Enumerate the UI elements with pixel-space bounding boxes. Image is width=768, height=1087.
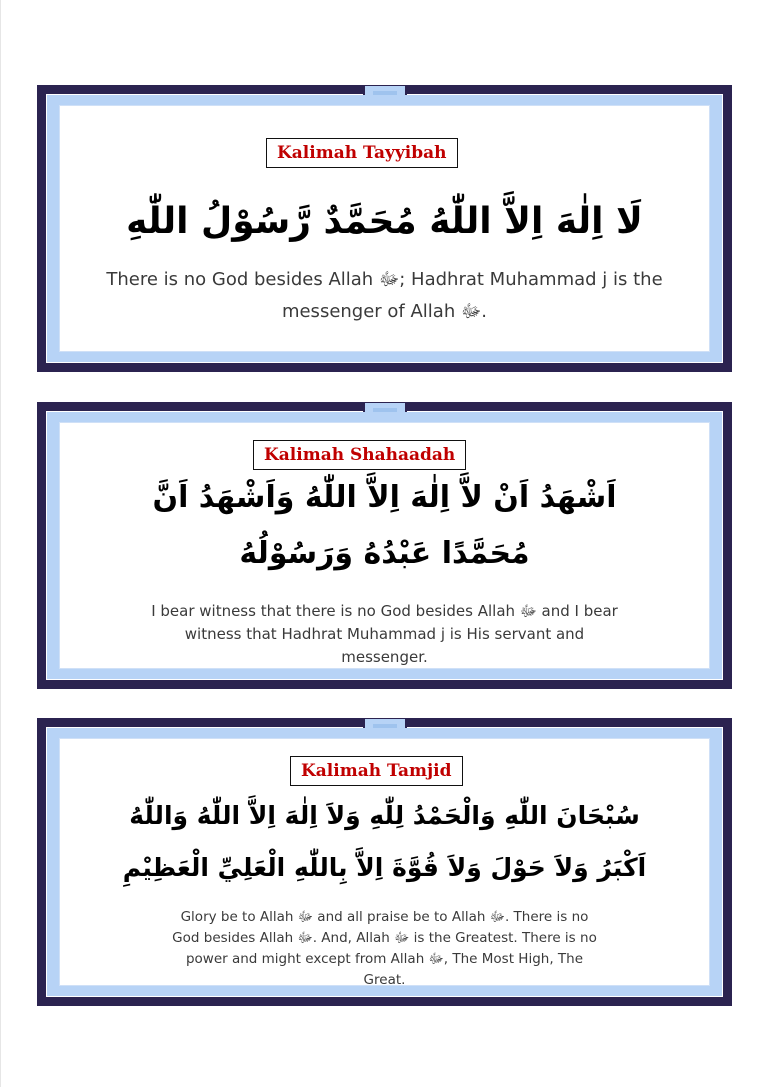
kalimah-card-2 <box>37 402 732 689</box>
arabic-text-line: مُحَمَّدًا عَبْدُهُ وَرَسُوْلُهُ <box>239 536 530 571</box>
card-top-tab <box>363 403 407 412</box>
card-content <box>59 422 710 669</box>
translation-line: God besides Allah ﷻ. And, Allah ﷻ is the Greatest. There is no <box>172 930 597 946</box>
arabic-text-line: اَكْبَرُ وَلاَ حَوْلَ وَلاَ قُوَّةَ اِلاَّ بِاللّٰهِ الْعَلِيِّ الْعَظِيْمِ <box>122 853 647 882</box>
card-title: Kalimah Shahaadah <box>253 440 466 470</box>
card-content <box>59 738 710 986</box>
translation-line: There is no God besides Allah ﷻ; Hadhrat Muhammad j is the <box>106 269 663 290</box>
card-content <box>59 105 710 352</box>
card-frame <box>46 727 723 997</box>
arabic-text-line: اَشْهَدُ اَنْ لاَّ اِلٰهَ اِلاَّ اللّٰهُ وَاَشْهَدُ اَنَّ <box>152 480 617 515</box>
translation-text <box>60 600 709 669</box>
translation-text <box>60 264 709 328</box>
kalimah-card-3 <box>37 718 732 1006</box>
translation-text <box>60 907 709 991</box>
translation-line: messenger of Allah ﷻ. <box>281 301 488 322</box>
translation-line: I bear witness that there is no God besides Allah ﷻ and I bear <box>151 602 618 620</box>
arabic-text-line: لَا اِلٰهَ اِلاَّ اللّٰهُ مُحَمَّدٌ رَّسُوْلُ اللّٰهِ <box>126 201 643 242</box>
kalimah-card-1 <box>37 85 732 372</box>
arabic-text-line: سُبْحَانَ اللّٰهِ وَالْحَمْدُ لِلّٰهِ وَلاَ اِلٰهَ اِلاَّ اللّٰهُ وَاللّٰهُ <box>129 801 640 830</box>
translation-line: power and might except from Allah ﷻ, The Most High, The <box>185 951 584 967</box>
translation-line: witness that Hadhrat Muhammad j is His servant and <box>184 625 585 643</box>
card-top-tab <box>363 719 407 728</box>
card-title: Kalimah Tayyibah <box>266 138 458 168</box>
translation-line: messenger. <box>341 648 428 666</box>
translation-line: Great. <box>363 972 406 988</box>
card-frame <box>46 94 723 363</box>
card-title: Kalimah Tamjid <box>290 756 463 786</box>
card-frame <box>46 411 723 680</box>
page-edge-line <box>0 0 1 1087</box>
translation-line: Glory be to Allah ﷻ and all praise be to Allah ﷻ. There is no <box>180 909 589 925</box>
card-top-tab <box>363 86 407 95</box>
